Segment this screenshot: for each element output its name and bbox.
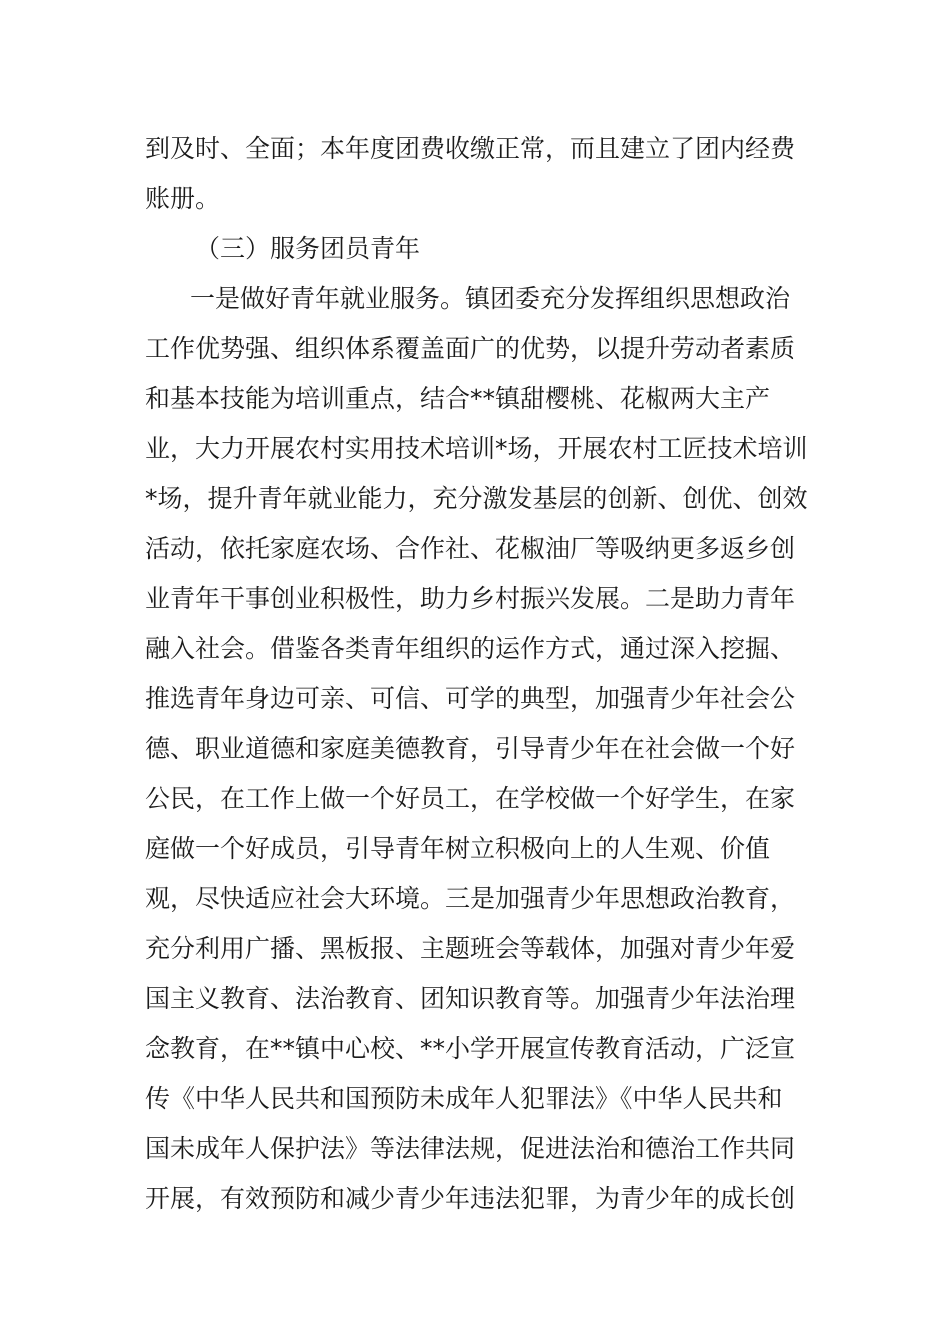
text-line-19: 念教育，在**镇中心校、**小学开展宣传教育活动，广泛宣 xyxy=(145,1034,796,1063)
text-line-1: 到及时、全面；本年度团费收缴正常，而且建立了团内经费 xyxy=(145,134,796,163)
text-line-4: 一是做好青年就业服务。镇团委充分发挥组织思想政治 xyxy=(190,284,791,313)
text-line-6: 和基本技能为培训重点，结合**镇甜樱桃、花椒两大主产 xyxy=(145,384,771,413)
text-line-2: 账册。 xyxy=(145,184,221,213)
text-line-11: 融入社会。借鉴各类青年组织的运作方式，通过深入挖掘、 xyxy=(145,634,796,663)
text-line-10: 业青年干事创业积极性，助力乡村振兴发展。二是助力青年 xyxy=(145,584,796,613)
text-line-5: 工作优势强、组织体系覆盖面广的优势，以提升劳动者素质 xyxy=(145,334,796,363)
text-line-18: 国主义教育、法治教育、团知识教育等。加强青少年法治理 xyxy=(145,984,796,1013)
section-heading: （三）服务团员青年 xyxy=(195,234,421,263)
text-line-21: 国未成年人保护法》等法律法规，促进法治和德治工作共同 xyxy=(145,1134,796,1163)
text-line-14: 公民，在工作上做一个好员工，在学校做一个好学生，在家 xyxy=(145,784,796,813)
text-line-22: 开展，有效预防和减少青少年违法犯罪，为青少年的成长创 xyxy=(145,1184,796,1213)
text-line-13: 德、职业道德和家庭美德教育，引导青少年在社会做一个好 xyxy=(145,734,796,763)
text-line-12: 推选青年身边可亲、可信、可学的典型，加强青少年社会公 xyxy=(145,684,796,713)
text-line-16: 观，尽快适应社会大环境。三是加强青少年思想政治教育， xyxy=(145,884,796,913)
text-line-7: 业，大力开展农村实用技术培训*场，开展农村工匠技术培训 xyxy=(145,434,808,463)
text-line-9: 活动，依托家庭农场、合作社、花椒油厂等吸纳更多返乡创 xyxy=(145,534,796,563)
text-line-15: 庭做一个好成员，引导青年树立积极向上的人生观、价值 xyxy=(145,834,771,863)
text-line-20: 传《中华人民共和国预防未成年人犯罪法》《中华人民共和 xyxy=(145,1084,783,1113)
text-line-8: *场，提升青年就业能力，充分激发基层的创新、创优、创效 xyxy=(145,484,808,513)
text-line-17: 充分利用广播、黑板报、主题班会等载体，加强对青少年爱 xyxy=(145,934,796,963)
